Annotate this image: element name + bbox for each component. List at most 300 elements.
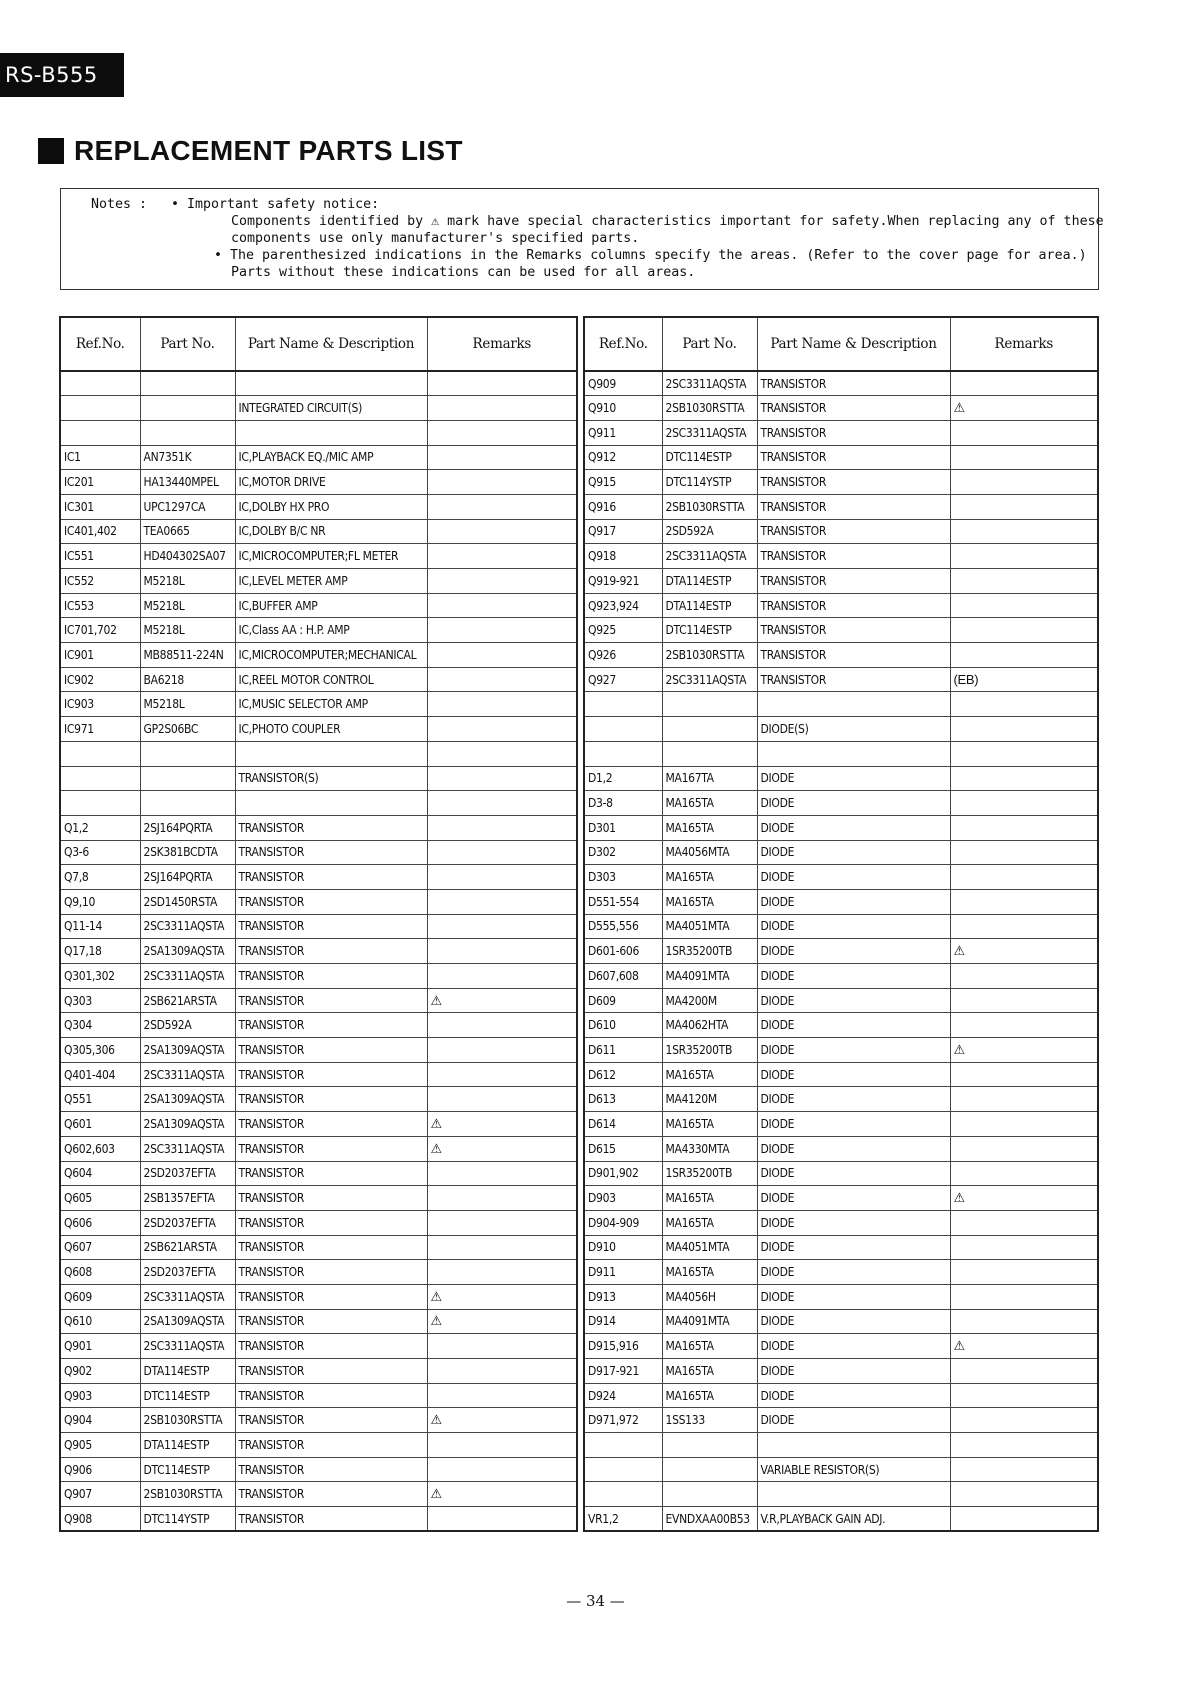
part-name-cell: TRANSISTOR [235, 1408, 427, 1433]
part-name-cell [235, 791, 427, 816]
ref-no-cell: D555,556 [584, 914, 662, 939]
table-row [60, 445, 577, 470]
ref-no-cell: Q602,603 [60, 1136, 140, 1161]
table-row [584, 1062, 1098, 1087]
ref-no-cell: Q907 [60, 1482, 140, 1507]
remarks-cell [950, 1309, 1098, 1334]
part-no-cell: DTC114YSTP [662, 470, 757, 495]
ref-no-cell [584, 1457, 662, 1482]
ref-no-cell: D303 [584, 865, 662, 890]
table-row [584, 939, 1098, 964]
table-row [584, 1038, 1098, 1063]
remarks-cell [427, 544, 577, 569]
table-row [584, 1186, 1098, 1211]
part-name-cell: TRANSISTOR [235, 1334, 427, 1359]
remarks-cell [427, 791, 577, 816]
part-no-cell: AN7351K [140, 445, 235, 470]
part-name-cell: TRANSISTOR [235, 1161, 427, 1186]
table-row [584, 544, 1098, 569]
part-name-cell: IC,DOLBY B/C NR [235, 519, 427, 544]
part-no-cell: 2SC3311AQSTA [662, 667, 757, 692]
part-no-cell: M5218L [140, 569, 235, 594]
ref-no-cell: Q17,18 [60, 939, 140, 964]
col-part-name: Part Name & Description [757, 317, 950, 371]
page-title: REPLACEMENT PARTS LIST [74, 135, 463, 166]
ref-no-cell: Q3-6 [60, 840, 140, 865]
table-row [584, 692, 1098, 717]
part-no-cell: EVNDXAA00B53 [662, 1507, 757, 1532]
table-row [584, 1482, 1098, 1507]
table-row [60, 618, 577, 643]
ref-no-cell: Q917 [584, 519, 662, 544]
part-name-cell: DIODE [757, 1112, 950, 1137]
part-no-cell: MA165TA [662, 1210, 757, 1235]
part-name-cell: DIODE [757, 1013, 950, 1038]
ref-no-cell: Q301,302 [60, 964, 140, 989]
ref-no-cell: D915,916 [584, 1334, 662, 1359]
table-row [60, 643, 577, 668]
table-row [584, 593, 1098, 618]
ref-no-cell: Q902 [60, 1359, 140, 1384]
part-name-cell [235, 741, 427, 766]
part-name-cell: TRANSISTOR [235, 939, 427, 964]
remarks-cell [427, 964, 577, 989]
remarks-cell: ⚠ [427, 1482, 577, 1507]
remarks-cell [427, 371, 577, 396]
part-name-cell: TRANSISTOR [235, 840, 427, 865]
ref-no-cell: Q911 [584, 420, 662, 445]
part-no-cell: 2SD1450RSTA [140, 889, 235, 914]
remarks-cell [950, 494, 1098, 519]
part-no-cell: DTC114YSTP [140, 1507, 235, 1532]
remarks-cell [950, 815, 1098, 840]
part-name-cell: IC,MUSIC SELECTOR AMP [235, 692, 427, 717]
ref-no-cell: Q925 [584, 618, 662, 643]
part-name-cell: IC,BUFFER AMP [235, 593, 427, 618]
part-no-cell: 1SR35200TB [662, 1038, 757, 1063]
part-no-cell [140, 791, 235, 816]
table-row [584, 1112, 1098, 1137]
part-name-cell: DIODE [757, 1284, 950, 1309]
part-name-cell: TRANSISTOR [235, 1235, 427, 1260]
table-row [60, 815, 577, 840]
table-row [584, 470, 1098, 495]
table-row [584, 1334, 1098, 1359]
remarks-cell [950, 643, 1098, 668]
part-name-cell: DIODE(S) [757, 717, 950, 742]
ref-no-cell: IC971 [60, 717, 140, 742]
part-name-cell: TRANSISTOR [235, 964, 427, 989]
ref-no-cell: IC401,402 [60, 519, 140, 544]
remarks-cell [950, 1359, 1098, 1384]
remarks-cell: ⚠ [427, 1284, 577, 1309]
table-row [584, 667, 1098, 692]
part-name-cell: DIODE [757, 1038, 950, 1063]
part-no-cell: 2SK381BCDTA [140, 840, 235, 865]
remarks-cell [950, 1136, 1098, 1161]
table-row [60, 371, 577, 396]
table-row [60, 1210, 577, 1235]
part-no-cell: 2SC3311AQSTA [140, 964, 235, 989]
ref-no-cell: IC903 [60, 692, 140, 717]
part-no-cell: M5218L [140, 692, 235, 717]
remarks-cell [427, 494, 577, 519]
part-no-cell [662, 1482, 757, 1507]
table-row [60, 1359, 577, 1384]
ref-no-cell: Q908 [60, 1507, 140, 1532]
remarks-cell [427, 667, 577, 692]
remarks-cell [427, 593, 577, 618]
part-name-cell: TRANSISTOR [235, 1457, 427, 1482]
part-name-cell: TRANSISTOR [235, 1087, 427, 1112]
part-name-cell [757, 692, 950, 717]
ref-no-cell: Q11-14 [60, 914, 140, 939]
table-row [60, 396, 577, 421]
part-name-cell: TRANSISTOR [235, 1186, 427, 1211]
part-no-cell: DTA114ESTP [140, 1359, 235, 1384]
table-row [584, 1408, 1098, 1433]
part-name-cell: TRANSISTOR [757, 420, 950, 445]
remarks-cell [950, 791, 1098, 816]
table-row [584, 889, 1098, 914]
part-no-cell: 2SB621ARSTA [140, 988, 235, 1013]
part-name-cell: DIODE [757, 889, 950, 914]
part-name-cell [235, 371, 427, 396]
table-row [60, 1334, 577, 1359]
table-row [584, 1210, 1098, 1235]
part-no-cell: 2SA1309AQSTA [140, 1038, 235, 1063]
part-no-cell: MA4091MTA [662, 964, 757, 989]
table-row [60, 1507, 577, 1532]
part-no-cell: 2SB1030RSTTA [140, 1408, 235, 1433]
remarks-cell [427, 1334, 577, 1359]
ref-no-cell [60, 791, 140, 816]
part-name-cell: TRANSISTOR [757, 618, 950, 643]
remarks-cell [427, 643, 577, 668]
ref-no-cell: D609 [584, 988, 662, 1013]
part-name-cell: V.R,PLAYBACK GAIN ADJ. [757, 1507, 950, 1532]
part-name-cell: TRANSISTOR [235, 1210, 427, 1235]
ref-no-cell: Q551 [60, 1087, 140, 1112]
ref-no-cell: Q927 [584, 667, 662, 692]
part-no-cell: UPC1297CA [140, 494, 235, 519]
ref-no-cell [584, 692, 662, 717]
ref-no-cell: Q9,10 [60, 889, 140, 914]
remarks-cell [427, 741, 577, 766]
remarks-cell [427, 815, 577, 840]
table-row [60, 840, 577, 865]
table-row [584, 1161, 1098, 1186]
remarks-cell [427, 1087, 577, 1112]
table-row [584, 618, 1098, 643]
remarks-cell [950, 1284, 1098, 1309]
remarks-cell [950, 1235, 1098, 1260]
part-no-cell: 1SR35200TB [662, 1161, 757, 1186]
part-name-cell: DIODE [757, 1334, 950, 1359]
part-no-cell: GP2S06BC [140, 717, 235, 742]
table-row [584, 1260, 1098, 1285]
part-no-cell [662, 741, 757, 766]
part-name-cell: DIODE [757, 840, 950, 865]
part-no-cell: MA165TA [662, 1112, 757, 1137]
table-row [60, 939, 577, 964]
part-name-cell: TRANSISTOR [235, 889, 427, 914]
remarks-cell [950, 569, 1098, 594]
table-row [60, 1383, 577, 1408]
ref-no-cell: D615 [584, 1136, 662, 1161]
remarks-cell [950, 1383, 1098, 1408]
part-no-cell: 2SA1309AQSTA [140, 939, 235, 964]
part-no-cell [662, 1433, 757, 1458]
ref-no-cell [60, 766, 140, 791]
part-no-cell [140, 420, 235, 445]
remarks-cell [427, 692, 577, 717]
table-row [584, 840, 1098, 865]
part-no-cell: 2SJ164PQRTA [140, 815, 235, 840]
ref-no-cell: Q605 [60, 1186, 140, 1211]
part-no-cell [140, 766, 235, 791]
part-name-cell: TRANSISTOR [235, 914, 427, 939]
part-name-cell: DIODE [757, 939, 950, 964]
part-name-cell: IC,MICROCOMPUTER;MECHANICAL [235, 643, 427, 668]
remarks-cell [427, 1507, 577, 1532]
part-no-cell: MA4062HTA [662, 1013, 757, 1038]
part-name-cell: IC,MOTOR DRIVE [235, 470, 427, 495]
part-no-cell: MA165TA [662, 1383, 757, 1408]
remarks-cell [950, 1408, 1098, 1433]
ref-no-cell: D607,608 [584, 964, 662, 989]
part-no-cell: MA165TA [662, 889, 757, 914]
remarks-cell [950, 914, 1098, 939]
remarks-cell [950, 544, 1098, 569]
ref-no-cell: D612 [584, 1062, 662, 1087]
section-heading [38, 133, 463, 169]
remarks-cell [950, 1507, 1098, 1532]
part-no-cell: TEA0665 [140, 519, 235, 544]
table-row [60, 1284, 577, 1309]
ref-no-cell: Q303 [60, 988, 140, 1013]
remarks-cell: ⚠ [427, 988, 577, 1013]
table-row [584, 396, 1098, 421]
remarks-cell [950, 519, 1098, 544]
remarks-cell [427, 470, 577, 495]
remarks-cell [950, 593, 1098, 618]
table-row [584, 1433, 1098, 1458]
ref-no-cell: D601-606 [584, 939, 662, 964]
part-no-cell: MA165TA [662, 865, 757, 890]
part-no-cell: BA6218 [140, 667, 235, 692]
table-row [584, 445, 1098, 470]
part-no-cell: MA4056H [662, 1284, 757, 1309]
table-row [60, 1482, 577, 1507]
ref-no-cell: D904-909 [584, 1210, 662, 1235]
table-row [60, 717, 577, 742]
part-name-cell: IC,Class AA : H.P. AMP [235, 618, 427, 643]
ref-no-cell: Q604 [60, 1161, 140, 1186]
part-no-cell: MA165TA [662, 791, 757, 816]
part-name-cell: TRANSISTOR [235, 1062, 427, 1087]
ref-no-cell: D551-554 [584, 889, 662, 914]
part-name-cell: DIODE [757, 1087, 950, 1112]
part-no-cell: 2SB1030RSTTA [662, 643, 757, 668]
remarks-cell [427, 1013, 577, 1038]
note-line: • Important safety notice: [171, 197, 380, 212]
part-no-cell: MA4051MTA [662, 914, 757, 939]
part-name-cell: DIODE [757, 1260, 950, 1285]
remarks-cell [950, 1210, 1098, 1235]
ref-no-cell: Q915 [584, 470, 662, 495]
ref-no-cell: Q923,924 [584, 593, 662, 618]
remarks-cell: ⚠ [950, 1334, 1098, 1359]
part-name-cell [757, 1482, 950, 1507]
part-no-cell: 2SB1030RSTTA [662, 494, 757, 519]
part-no-cell: 2SC3311AQSTA [662, 544, 757, 569]
remarks-cell [950, 1013, 1098, 1038]
ref-no-cell: IC902 [60, 667, 140, 692]
ref-no-cell: Q905 [60, 1433, 140, 1458]
part-no-cell [662, 1457, 757, 1482]
part-name-cell: TRANSISTOR [757, 371, 950, 396]
remarks-cell [950, 717, 1098, 742]
ref-no-cell: D914 [584, 1309, 662, 1334]
part-no-cell: 2SC3311AQSTA [140, 1136, 235, 1161]
remarks-cell [427, 1062, 577, 1087]
remarks-cell [950, 420, 1098, 445]
part-no-cell: 1SS133 [662, 1408, 757, 1433]
ref-no-cell [60, 396, 140, 421]
remarks-cell [427, 1038, 577, 1063]
part-no-cell: 2SA1309AQSTA [140, 1309, 235, 1334]
table-row [584, 1507, 1098, 1532]
part-name-cell [757, 741, 950, 766]
part-name-cell [757, 1433, 950, 1458]
ref-no-cell: Q912 [584, 445, 662, 470]
part-name-cell: TRANSISTOR [235, 988, 427, 1013]
remarks-cell: ⚠ [427, 1136, 577, 1161]
ref-no-cell: Q304 [60, 1013, 140, 1038]
table-row [60, 420, 577, 445]
col-part-name: Part Name & Description [235, 317, 427, 371]
remarks-cell [950, 1112, 1098, 1137]
remarks-cell [950, 1482, 1098, 1507]
ref-no-cell: D913 [584, 1284, 662, 1309]
col-remarks: Remarks [427, 317, 577, 371]
remarks-cell [950, 618, 1098, 643]
part-name-cell: TRANSISTOR(S) [235, 766, 427, 791]
remarks-cell [427, 569, 577, 594]
table-row [60, 667, 577, 692]
ref-no-cell: D1,2 [584, 766, 662, 791]
table-row [60, 1408, 577, 1433]
remarks-cell [950, 1260, 1098, 1285]
ref-no-cell: D903 [584, 1186, 662, 1211]
part-name-cell: DIODE [757, 1161, 950, 1186]
remarks-cell [427, 1383, 577, 1408]
part-no-cell: MA4200M [662, 988, 757, 1013]
remarks-cell [950, 1161, 1098, 1186]
part-name-cell: DIODE [757, 1136, 950, 1161]
ref-no-cell: D971,972 [584, 1408, 662, 1433]
ref-no-cell: D910 [584, 1235, 662, 1260]
ref-no-cell [584, 1482, 662, 1507]
part-name-cell: TRANSISTOR [757, 519, 950, 544]
table-row [60, 569, 577, 594]
notes-label: Notes : [91, 197, 148, 212]
part-no-cell: MA4091MTA [662, 1309, 757, 1334]
table-row [584, 1309, 1098, 1334]
ref-no-cell [584, 1433, 662, 1458]
parts-table-right-body [584, 371, 1098, 1531]
remarks-cell [427, 1359, 577, 1384]
table-header-row [60, 317, 577, 371]
part-no-cell: 2SB621ARSTA [140, 1235, 235, 1260]
table-row [60, 865, 577, 890]
table-row [584, 988, 1098, 1013]
part-name-cell: TRANSISTOR [235, 1284, 427, 1309]
part-name-cell: DIODE [757, 1062, 950, 1087]
ref-no-cell: IC701,702 [60, 618, 140, 643]
table-row [60, 791, 577, 816]
part-name-cell: DIODE [757, 914, 950, 939]
remarks-cell [427, 1433, 577, 1458]
ref-no-cell: D614 [584, 1112, 662, 1137]
parts-table-left [59, 316, 578, 1532]
table-row [584, 1235, 1098, 1260]
remarks-cell [427, 889, 577, 914]
part-no-cell [140, 741, 235, 766]
ref-no-cell: Q7,8 [60, 865, 140, 890]
ref-no-cell: Q918 [584, 544, 662, 569]
table-row [60, 988, 577, 1013]
table-row [584, 766, 1098, 791]
part-no-cell: 2SB1030RSTTA [662, 396, 757, 421]
part-no-cell: 2SJ164PQRTA [140, 865, 235, 890]
part-name-cell: TRANSISTOR [235, 1482, 427, 1507]
part-name-cell: DIODE [757, 964, 950, 989]
table-row [584, 494, 1098, 519]
table-row [60, 1186, 577, 1211]
table-row [584, 865, 1098, 890]
remarks-cell [950, 1062, 1098, 1087]
ref-no-cell: IC901 [60, 643, 140, 668]
table-row [60, 1112, 577, 1137]
table-row [584, 1087, 1098, 1112]
table-row [60, 593, 577, 618]
col-ref-no: Ref.No. [584, 317, 662, 371]
ref-no-cell [584, 717, 662, 742]
part-name-cell: TRANSISTOR [757, 494, 950, 519]
remarks-cell [950, 371, 1098, 396]
part-name-cell: TRANSISTOR [235, 1359, 427, 1384]
ref-no-cell: Q919-921 [584, 569, 662, 594]
remarks-cell: ⚠ [950, 1038, 1098, 1063]
remarks-cell: ⚠ [427, 1309, 577, 1334]
table-row [584, 1383, 1098, 1408]
part-no-cell: MA165TA [662, 1186, 757, 1211]
part-name-cell: TRANSISTOR [757, 569, 950, 594]
part-no-cell: DTC114ESTP [662, 445, 757, 470]
ref-no-cell: Q609 [60, 1284, 140, 1309]
part-name-cell: TRANSISTOR [235, 1038, 427, 1063]
ref-no-cell: IC201 [60, 470, 140, 495]
table-row [584, 815, 1098, 840]
remarks-cell: ⚠ [427, 1112, 577, 1137]
table-row [60, 1013, 577, 1038]
table-row [584, 371, 1098, 396]
part-no-cell: DTC114ESTP [662, 618, 757, 643]
part-no-cell: MA4056MTA [662, 840, 757, 865]
part-name-cell: DIODE [757, 791, 950, 816]
